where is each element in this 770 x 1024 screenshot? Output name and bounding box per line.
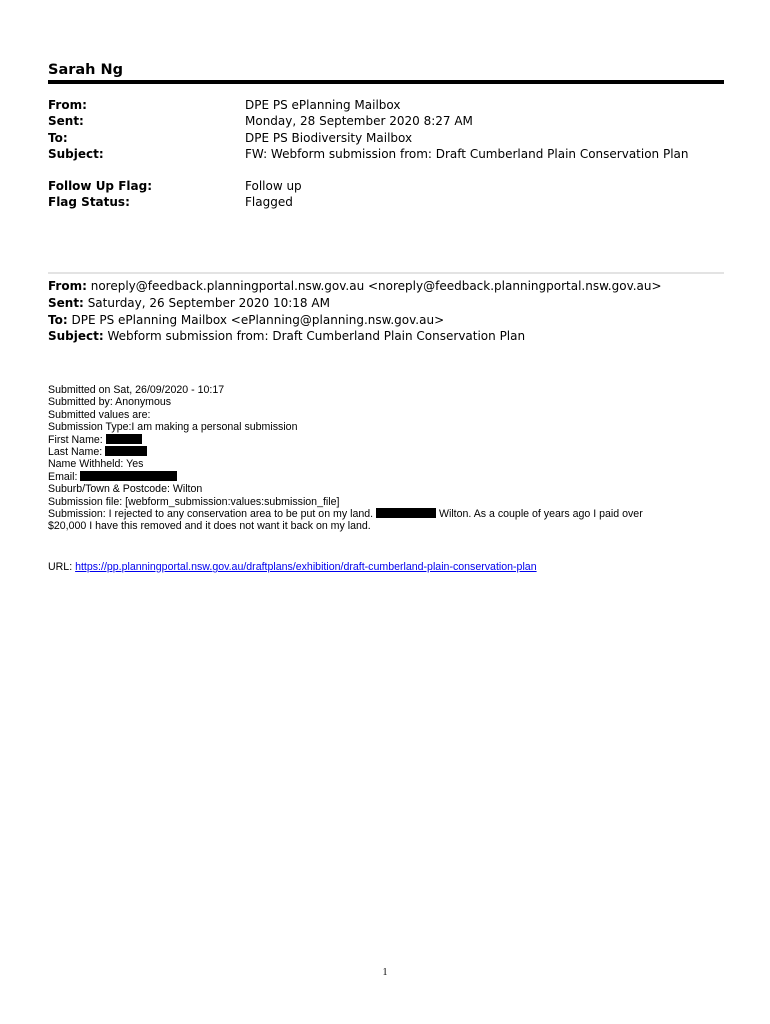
outer-subject-row: [48, 146, 724, 162]
outer-to-row: [48, 130, 724, 146]
fwd-sent-label: Sent:: [48, 295, 84, 310]
owner-divider: [48, 80, 724, 84]
outer-subject-label: Subject:: [48, 146, 104, 161]
outer-sent-label: Sent:: [48, 114, 84, 129]
submission-body: [48, 384, 738, 533]
forward-separator: [48, 272, 724, 274]
flag-status-label: Flag Status:: [48, 195, 130, 210]
page-number: 1: [382, 967, 388, 978]
fwd-from-label: From:: [48, 279, 87, 293]
first-name-label: First Name:: [48, 433, 103, 446]
submission-text-part2: Wilton. As a couple of years ago I paid over: [438, 507, 643, 520]
forwarded-header: [48, 278, 738, 345]
submission-file-line: Submission file: [webform_submission:values:submission_file]: [48, 495, 340, 508]
flag-status-value: Flagged: [245, 195, 293, 210]
fwd-to-label: To:: [48, 312, 68, 327]
outer-sent-value: Monday, 28 September 2020 8:27 AM: [245, 114, 473, 129]
follow-up-label: Follow Up Flag:: [48, 179, 152, 193]
fwd-subject-row: [48, 328, 738, 345]
outer-from-value: DPE PS ePlanning Mailbox: [245, 98, 401, 112]
fwd-subject-value: Webform submission from: Draft Cumberland Plain Conservation Plan: [107, 329, 526, 344]
address-redaction: [376, 508, 436, 518]
email-line: [48, 471, 738, 483]
submitted-on-line: Submitted on Sat, 26/09/2020 - 10:17: [48, 384, 225, 396]
url-line: [48, 561, 537, 573]
follow-up-value: Follow up: [245, 179, 302, 193]
flag-block: [48, 178, 724, 211]
outer-sent-row: [48, 113, 724, 129]
submission-url-link[interactable]: https://pp.planningportal.nsw.gov.au/draftplans/exhibition/draft-cumberland-plain-conservation-plan: [75, 561, 537, 573]
fwd-subject-label: Subject:: [48, 329, 104, 344]
outer-header: [48, 97, 724, 162]
submitted-by-line: Submitted by: Anonymous: [48, 396, 172, 409]
follow-up-row: [48, 178, 724, 194]
submission-type-line: Submission Type:I am making a personal submission: [48, 421, 298, 434]
outer-to-label: To:: [48, 130, 68, 145]
fwd-from-row: [48, 278, 738, 295]
last-name-label: Last Name:: [48, 445, 103, 458]
values-intro-line: Submitted values are:: [48, 408, 151, 421]
outer-from-row: [48, 97, 724, 113]
email-label: Email:: [48, 470, 78, 483]
fwd-to-value: DPE PS ePlanning Mailbox <ePlanning@planning.nsw.gov.au>: [71, 312, 445, 327]
flag-status-row: [48, 194, 724, 210]
fwd-sent-row: [48, 295, 738, 312]
last-name-line: [48, 446, 738, 458]
suburb-line: Suburb/Town & Postcode: Wilton: [48, 483, 203, 496]
mailbox-owner-name: Sarah Ng: [48, 62, 124, 78]
submission-text-line-1: [48, 508, 738, 520]
fwd-sent-value: Saturday, 26 September 2020 10:18 AM: [87, 295, 330, 310]
url-label: URL:: [48, 561, 73, 573]
first-name-line: [48, 434, 738, 446]
last-name-redaction: [105, 446, 147, 456]
submission-text-part1: Submission: I rejected to any conservation area to be put on my land.: [48, 507, 374, 520]
fwd-from-value: noreply@feedback.planningportal.nsw.gov.au <noreply@feedback.planningportal.nsw.gov.au>: [90, 279, 662, 293]
first-name-redaction: [106, 434, 142, 444]
submission-text-line-2: $20,000 I have this removed and it does not want it back on my land.: [48, 520, 371, 533]
fwd-to-row: [48, 312, 738, 329]
name-withheld-line: Name Withheld: Yes: [48, 458, 144, 471]
outer-subject-value: FW: Webform submission from: Draft Cumberland Plain Conservation Plan: [245, 146, 689, 161]
outer-to-value: DPE PS Biodiversity Mailbox: [245, 130, 413, 145]
email-redaction: [80, 471, 177, 481]
outer-from-label: From:: [48, 98, 87, 112]
